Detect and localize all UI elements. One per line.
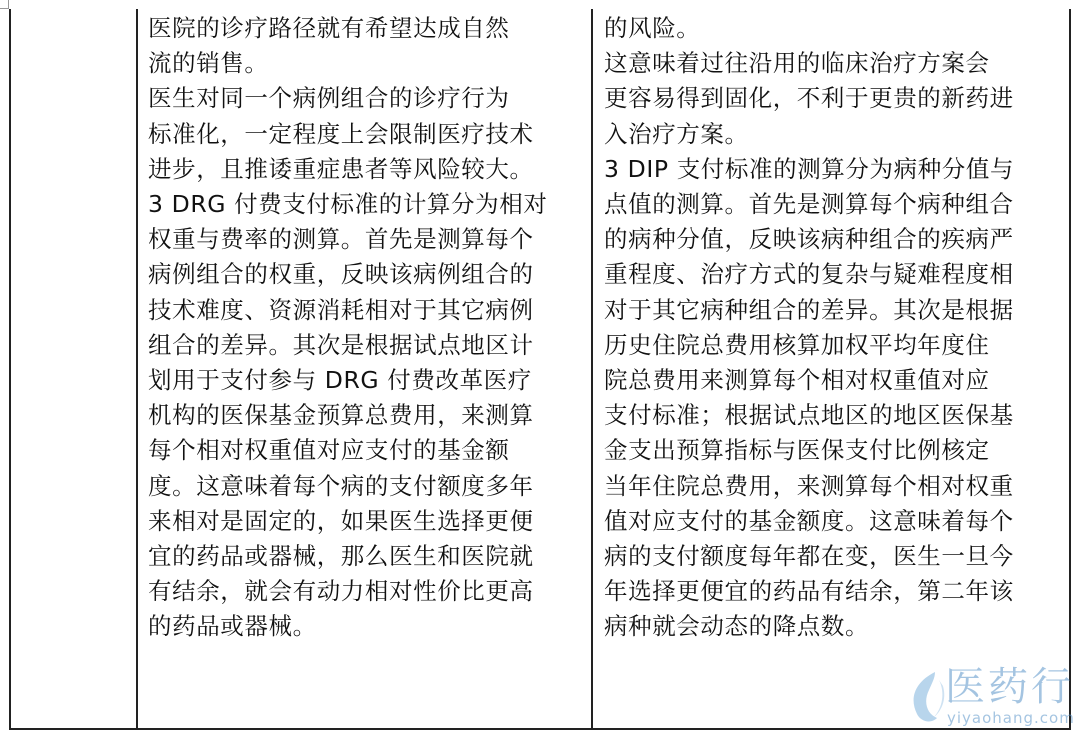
text-line: 病的支付额度每年都在变，医生一旦今 <box>604 542 1014 571</box>
text-line: 重程度、治疗方式的复杂与疑难程度相 <box>604 260 1014 289</box>
text-line: 宜的药品或器械，那么医生和医院就 <box>148 542 534 571</box>
text-line: 的风险。 <box>604 14 701 42</box>
text-line: 年选择更便宜的药品有结余，第二年该 <box>604 577 1014 606</box>
watermark-url: yiyaohang.com <box>947 709 1075 727</box>
text-line: 医院的诊疗路径就有希望达成自然 <box>148 14 510 42</box>
text-line: 3 DIP 支付标准的测算分为病种分值与 <box>604 154 1015 183</box>
text-line: 标准化，一定程度上会限制医疗技术 <box>148 119 534 148</box>
text-line: 技术难度、资源消耗相对于其它病例 <box>148 295 534 324</box>
text-line: 更容易得到固化，不利于更贵的新药进 <box>604 84 1014 113</box>
comparison-table <box>9 9 1071 730</box>
text-line: 有结余，就会有动力相对性价比更高 <box>148 577 534 606</box>
text-line: 机构的医保基金预算总费用，来测算 <box>148 401 534 430</box>
watermark-logo <box>905 664 1075 730</box>
text-line: 金支出预算指标与医保支付比例核定 <box>604 436 990 465</box>
text-line: 的药品或器械。 <box>148 612 317 641</box>
text-line: 历史住院总费用核算加权平均年度住 <box>604 330 990 359</box>
text-line: 组合的差异。其次是根据试点地区计 <box>148 330 534 359</box>
text-line: 点值的测算。首先是测算每个病种组合 <box>604 190 1014 219</box>
column-divider <box>136 9 138 728</box>
watermark-text: 医药行 <box>945 664 1074 710</box>
text-line: 对于其它病种组合的差异。其次是根据 <box>604 295 1014 324</box>
crop-mark <box>8 0 9 9</box>
drg-column-cell <box>148 11 594 645</box>
text-line: 的病种分值，反映该病种组合的疾病严 <box>604 225 1014 254</box>
text-line: 病种就会动态的降点数。 <box>604 612 870 641</box>
text-line: 权重与费率的测算。首先是测算每个 <box>148 225 534 254</box>
text-line: 流的销售。 <box>148 49 269 78</box>
text-line: 3 DRG 付费支付标准的计算分为相对 <box>148 190 548 219</box>
text-line: 医生对同一个病例组合的诊疗行为 <box>148 84 510 113</box>
text-line: 度。这意味着每个病的支付额度多年 <box>148 471 534 500</box>
text-line: 划用于支付参与 DRG 付费改革医疗 <box>148 366 532 395</box>
text-line: 病例组合的权重，反映该病例组合的 <box>148 260 534 289</box>
text-line: 支付标准；根据试点地区的地区医保基 <box>604 401 1014 430</box>
text-line: 当年住院总费用，来测算每个相对权重 <box>604 471 1014 500</box>
text-line: 入治疗方案。 <box>604 119 749 148</box>
text-line: 值对应支付的基金额度。这意味着每个 <box>604 506 1014 535</box>
text-line: 这意味着过往沿用的临床治疗方案会 <box>604 49 990 78</box>
dip-column-cell <box>604 11 1062 645</box>
text-line: 进步，且推诿重症患者等风险较大。 <box>148 154 534 183</box>
text-line: 每个相对权重值对应支付的基金额 <box>148 436 510 465</box>
leaf-icon <box>905 668 949 728</box>
text-line: 院总费用来测算每个相对权重值对应 <box>604 366 990 395</box>
text-line: 来相对是固定的，如果医生选择更便 <box>148 506 534 535</box>
